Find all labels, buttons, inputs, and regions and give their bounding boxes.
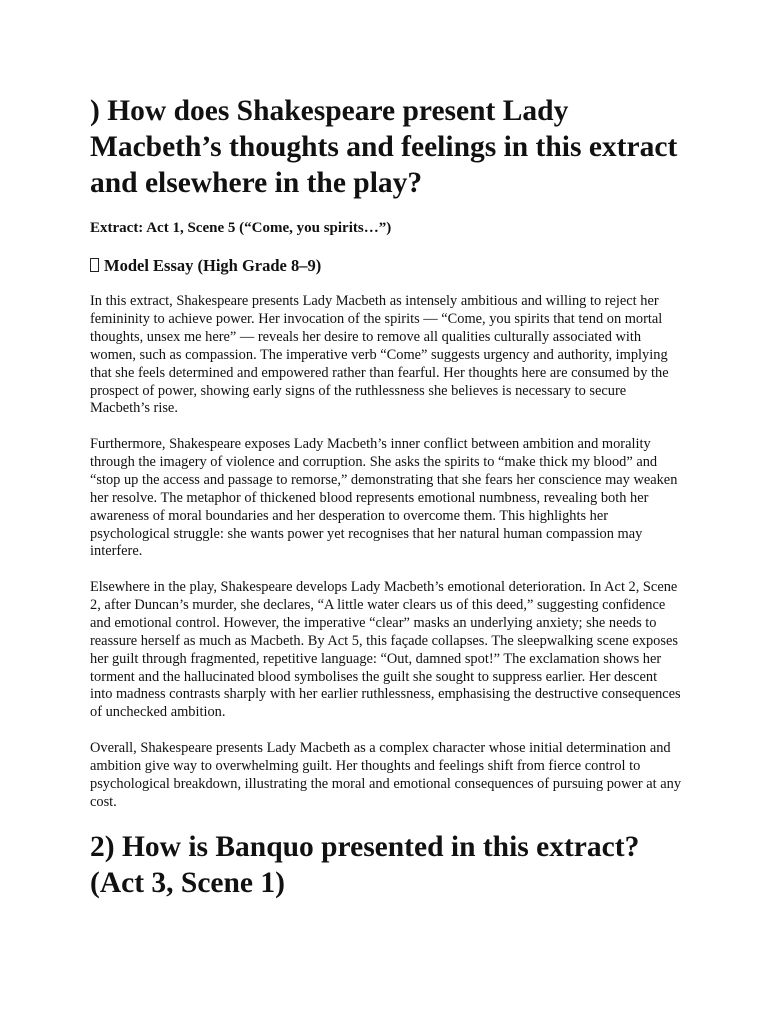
essay-paragraph-4: Overall, Shakespeare presents Lady Macbeth as a complex character whose initial determination and ambition give way to overwhelming guilt. Her thoughts and feelings shift from fierce control to psychological breakdown, illustrating the moral and emotional consequences of pursuing power at any cost. <box>90 740 682 810</box>
extract-label: Extract: Act 1, Scene 5 (“Come, you spirits…”) <box>90 220 392 236</box>
essay-paragraph-2: Furthermore, Shakespeare exposes Lady Macbeth’s inner conflict between ambition and morality through the imagery of violence and corruption. She asks the spirits to “make thick my blood” and “stop up the access and passage to remorse,” demonstrating that she fears her conscience may weaken her resolve. The metaphor of thickened blood represents emotional numbness, revealing both her awareness of moral boundaries and her desperation to overcome them. This highlights her psychological struggle: she wants power yet recognises that her natural human compassion may interfere. <box>90 436 678 560</box>
model-essay-heading-text: Model Essay (High Grade 8–9) <box>104 256 322 275</box>
essay-paragraph-3: Elsewhere in the play, Shakespeare develops Lady Macbeth’s emotional deterioration. In Act 2, Scene 2, after Duncan’s murder, she declares, “A little water clears us of this deed,” suggesting confidence and emotional control. However, the imperative “clear” masks an underlying anxiety; she needs to reassure herself as much as Macbeth. By Act 5, this façade collapses. The sleepwalking scene exposes her guilt through fragmented, repetitive language: “Out, damned spot!” The exclamation shows her torment and the hallucinated blood symbolises the guilt she sought to suppress earlier. Her descent into madness contrasts sharply with her earlier ruthlessness, emphasising the destructive consequences of unchecked ambition. <box>90 579 681 721</box>
essay-paragraph-1: In this extract, Shakespeare presents Lady Macbeth as intensely ambitious and willing to reject her femininity to achieve power. Her invocation of the spirits — “Come, you spirits that tend on mortal thoughts, unsex me here” — reveals her desire to remove all qualities culturally associated with women, such as compassion. The imperative verb “Come” suggests urgency and authority, implying that she feels determined and empowered rather than fearful. Her thoughts here are consumed by the prospect of power, showing early signs of the ruthlessness she believes is necessary to secure Macbeth’s rise. <box>90 293 669 417</box>
model-essay-heading <box>90 255 321 277</box>
missing-glyph-box-icon <box>90 258 99 272</box>
question-1-title: ) How does Shakespeare present Lady Macbeth’s thoughts and feelings in this extract and elsewhere in the play? <box>90 95 678 199</box>
question-2-title: 2) How is Banquo presented in this extract? (Act 3, Scene 1) <box>90 831 640 899</box>
